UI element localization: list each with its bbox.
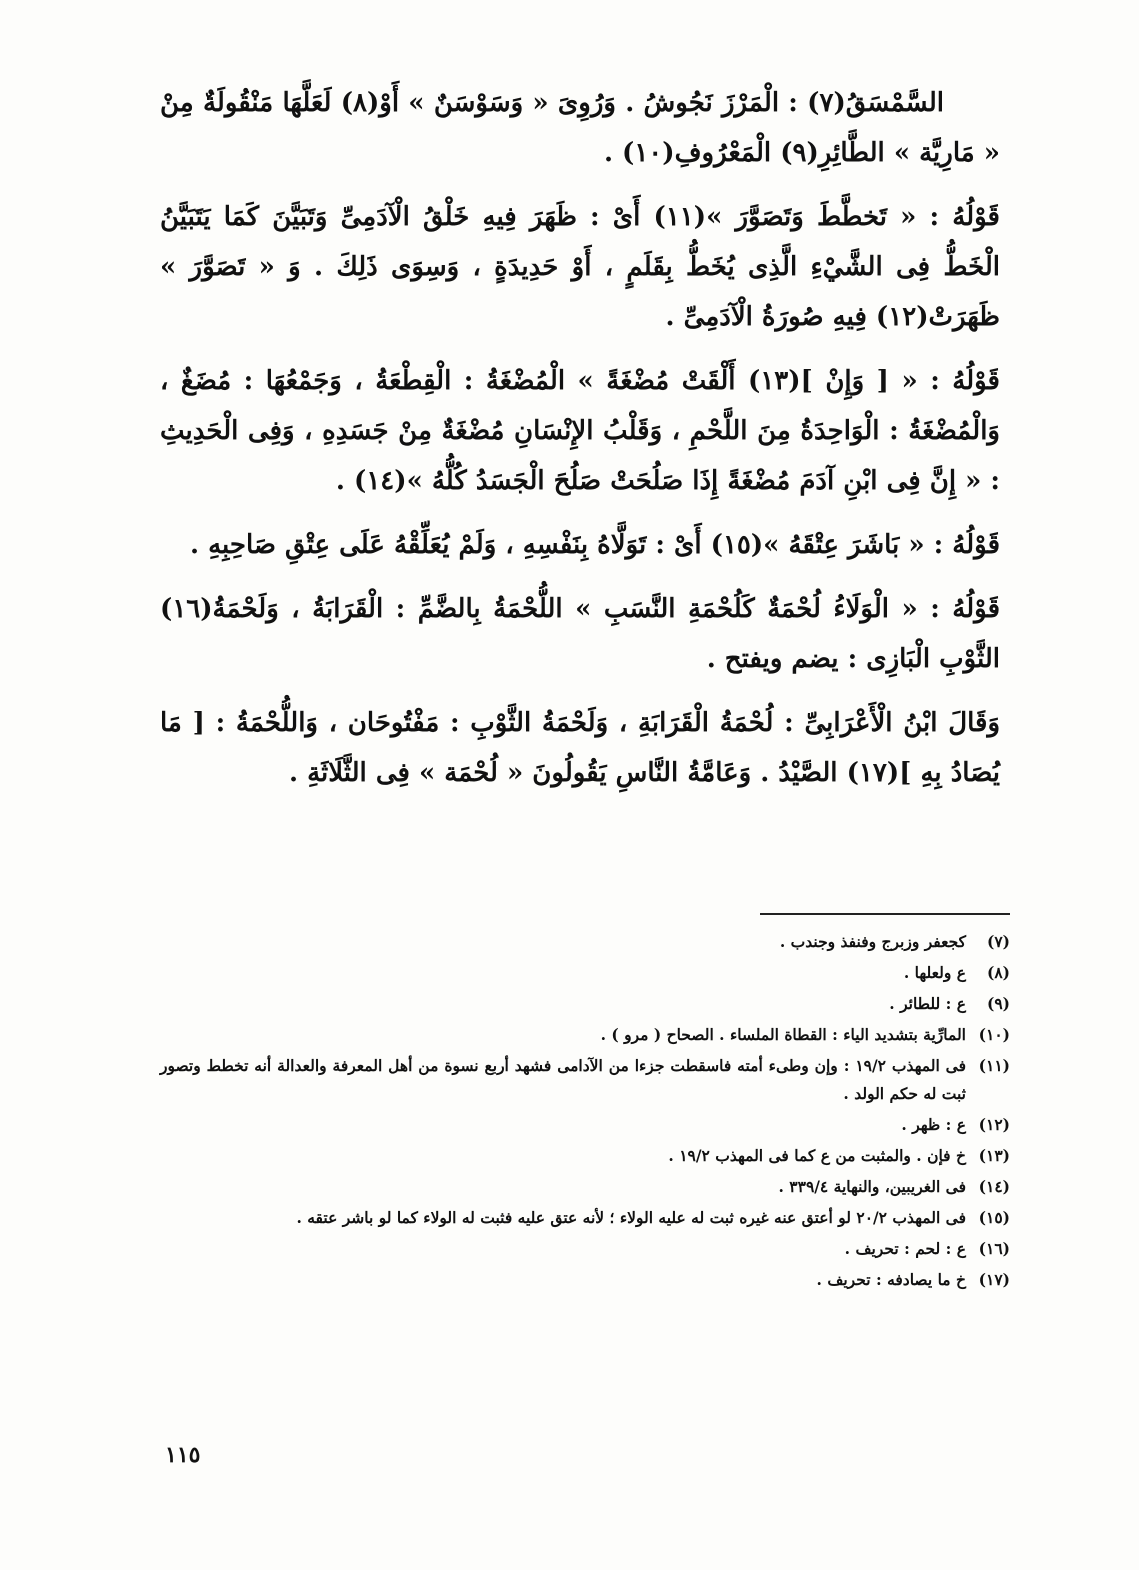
paragraph-3: قَوْلُهُ : « [ وَإِنْ ](١٣) أَلْقَتْ مُضْغَةً » الْمُضْغَةُ : الْقِطْعَةُ ، وَجَمْعُهَا : مُضَغٌ ، وَالْمُضْغَةُ : الْوَاحِدَةُ مِنَ اللَّحْمِ ، وَقَلْبُ الإِنْسَانِ مُضْغَةٌ مِنْ جَسَدِهِ ، وَفِى الْحَدِيثِ : « إِنَّ فِى ابْنِ آدَمَ مُضْغَةً إِذَا صَلُحَتْ صَلُحَ الْجَسَدُ كُلُّهُ »(١٤) . bbox=[160, 366, 1000, 496]
footnote bbox=[160, 928, 1010, 956]
paragraph-5: قَوْلُهُ : « الْوَلَاءُ لُحْمَةٌ كَلُحْمَةِ النَّسَبِ » اللُّحْمَةُ بِالضَّمِّ : الْقَرَابَةُ ، وَلَحْمَةُ(١٦) الثَّوْبِ الْبَازِى : يضم ويفتح . bbox=[160, 594, 1000, 674]
footnote bbox=[160, 1266, 1010, 1294]
footnote bbox=[160, 1204, 1010, 1232]
paragraph-1: السَّمْسَقُ(٧) : الْمَرْزَ نَجُوشُ . وَرُوِىَ « وَسَوْسَنٌ » أَوْ(٨) لَعَلَّهَا مَنْقُولَةٌ مِنْ « مَارِيَّة » الطَّائِرِ(٩) الْمَعْرُوفِ(١٠) . bbox=[160, 88, 1000, 168]
footnote bbox=[160, 1235, 1010, 1263]
footnote-number: (٩) bbox=[986, 994, 1010, 1013]
footnote-text: فى المهذب ١٩/٢ : وإن وطىء أمته فاسقطت جزءا من الآدامى فشهد أربع نسوة من أهل المعرفة والعدالة أنه تخطط وتصور ثبت له حكم الولد . bbox=[160, 1056, 967, 1103]
footnote-text: فى المهذب ٢٠/٢ لو أعتق عنه غيره ثبت له عليه الولاء ؛ لأنه عتق عليه فثبت له الولاء كما لو باشر عتقه . bbox=[296, 1208, 966, 1227]
footnote bbox=[160, 1111, 1010, 1139]
footnote-text: ع ولعلها . bbox=[903, 963, 966, 982]
page-number: ١١٥ bbox=[165, 1442, 201, 1468]
footnote-text: المارِّية بتشديد الياء : القطاة الملساء . الصحاح ( مرو ) . bbox=[600, 1025, 966, 1044]
footnote-number: (١٦) bbox=[978, 1239, 1010, 1258]
footnote-number: (١٠) bbox=[978, 1025, 1010, 1044]
footnote-text: ع : ظهر . bbox=[901, 1115, 966, 1134]
paragraph-2: قَوْلُهُ : « تَخطَّطَ وَتَصَوَّرَ »(١١) أَىْ : ظَهَرَ فِيهِ خَلْقُ الْآدَمِىِّ وَتَبَيَّنَ كَمَا يَتَبَيَّنُ الْخَطُّ فِى الشَّيْءِ الَّذِى يُخَطُّ بِقَلَمٍ ، أَوْ حَدِيدَةٍ ، وَسِوَى ذَلِكَ . وَ « تَصَوَّرَ » ظَهَرَتْ(١٢) فِيهِ صُورَةُ الْآدَمِىِّ . bbox=[160, 202, 1000, 332]
footnote-text: خ ما يصادفه : تحريف . bbox=[816, 1270, 966, 1289]
footnote-number: (١٧) bbox=[978, 1270, 1010, 1289]
paragraph-6: وَقَالَ ابْنُ الْأَعْرَابِىِّ : لُحْمَةُ الْقَرَابَةِ ، وَلَحْمَةُ الثَّوْبِ : مَفْتُوحَان ، وَاللُّحْمَةُ : [ مَا يُصَادُ بِهِ ](١٧) الصَّيْدُ . وَعَامَّةُ النَّاسِ يَقُولُونَ « لُحْمَة » فِى الثَّلَاثَةِ . bbox=[160, 708, 1000, 788]
footnote bbox=[160, 1052, 1010, 1108]
main-text bbox=[160, 78, 1000, 812]
footnote-number: (٨) bbox=[986, 963, 1010, 982]
footnote-text: ع : لحم : تحريف . bbox=[844, 1239, 966, 1258]
footnote bbox=[160, 1021, 1010, 1049]
footnote-text: ع : للطائر . bbox=[889, 994, 966, 1013]
footnote bbox=[160, 1173, 1010, 1201]
footnote-number: (١٥) bbox=[978, 1208, 1010, 1227]
footnotes bbox=[160, 928, 1010, 1297]
footnote-number: (١٢) bbox=[978, 1115, 1010, 1134]
footnote-number: (٧) bbox=[986, 932, 1010, 951]
footnote bbox=[160, 959, 1010, 987]
footnote-number: (١١) bbox=[978, 1056, 1011, 1075]
footnote bbox=[160, 990, 1010, 1018]
paragraph-4: قَوْلُهُ : « بَاشَرَ عِتْقَهُ »(١٥) أَىْ : تَوَلَّاهُ بِنَفْسِهِ ، وَلَمْ يُعَلِّقْهُ عَلَى عِتْقِ صَاحِبِهِ . bbox=[190, 530, 1000, 560]
footnote-divider bbox=[760, 913, 1010, 915]
footnote-text: فى الغريبين، والنهاية ٣٣٩/٤ . bbox=[778, 1177, 966, 1196]
footnote-number: (١٣) bbox=[978, 1146, 1010, 1165]
footnote-number: (١٤) bbox=[978, 1177, 1010, 1196]
footnote-text: خ فإن . والمثبت من ع كما فى المهذب ١٩/٢ . bbox=[668, 1146, 966, 1165]
footnote-text: كجعفر وزبرج وفنفذ وجندب . bbox=[779, 932, 966, 951]
footnote bbox=[160, 1142, 1010, 1170]
